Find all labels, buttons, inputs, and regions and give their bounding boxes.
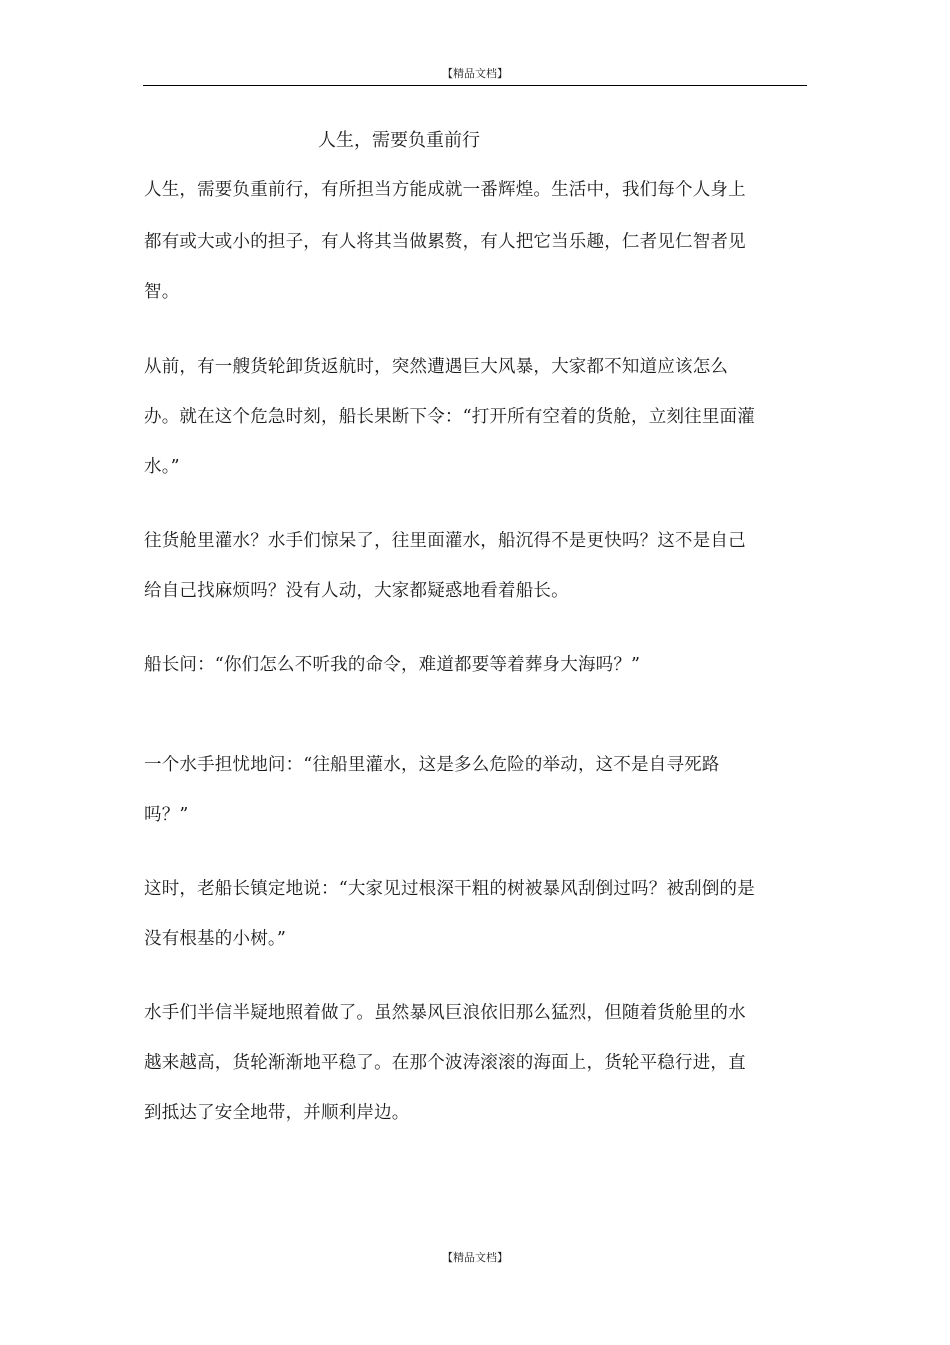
- header-label: 【精品文档】: [442, 67, 508, 80]
- paragraph-line: 吗？”: [144, 805, 189, 825]
- paragraph-line: 智。: [144, 282, 180, 302]
- paragraph-line: 越来越高，货轮渐渐地平稳了。在那个波涛滚滚的海面上，货轮平稳行进，直: [144, 1053, 746, 1073]
- document-title: 人生，需要负重前行: [318, 130, 480, 151]
- paragraph-line: 办。就在这个危急时刻，船长果断下令：“打开所有空着的货舱，立刻往里面灌: [144, 407, 755, 427]
- paragraph-line: 往货舱里灌水？水手们惊呆了，往里面灌水，船沉得不是更快吗？这不是自己: [144, 531, 746, 551]
- paragraph-line: 从前，有一艘货轮卸货返航时，突然遭遇巨大风暴，大家都不知道应该怎么: [144, 357, 729, 377]
- footer-label: 【精品文档】: [442, 1251, 508, 1264]
- paragraph-line: 人生，需要负重前行，有所担当方能成就一番辉煌。生活中，我们每个人身上: [144, 180, 746, 200]
- paragraph-line: 水。”: [144, 457, 180, 477]
- header-rule: [143, 85, 807, 86]
- paragraph-line: 没有根基的小树。”: [144, 929, 286, 949]
- paragraph-line: 一个水手担忧地问：“往船里灌水，这是多么危险的举动，这不是自寻死路: [144, 755, 720, 775]
- paragraph-line: 船长问：“你们怎么不听我的命令，难道都要等着葬身大海吗？”: [144, 655, 641, 675]
- paragraph-line: 水手们半信半疑地照着做了。虽然暴风巨浪依旧那么猛烈，但随着货舱里的水: [144, 1003, 746, 1023]
- paragraph-line: 到抵达了安全地带，并顺利岸边。: [144, 1103, 410, 1123]
- paragraph-line: 给自己找麻烦吗？没有人动，大家都疑惑地看着船长。: [144, 581, 569, 601]
- paragraph-line: 都有或大或小的担子，有人将其当做累赘，有人把它当乐趣，仁者见仁智者见: [144, 232, 746, 252]
- paragraph-line: 这时，老船长镇定地说：“大家见过根深干粗的树被暴风刮倒过吗？被刮倒的是: [144, 879, 755, 899]
